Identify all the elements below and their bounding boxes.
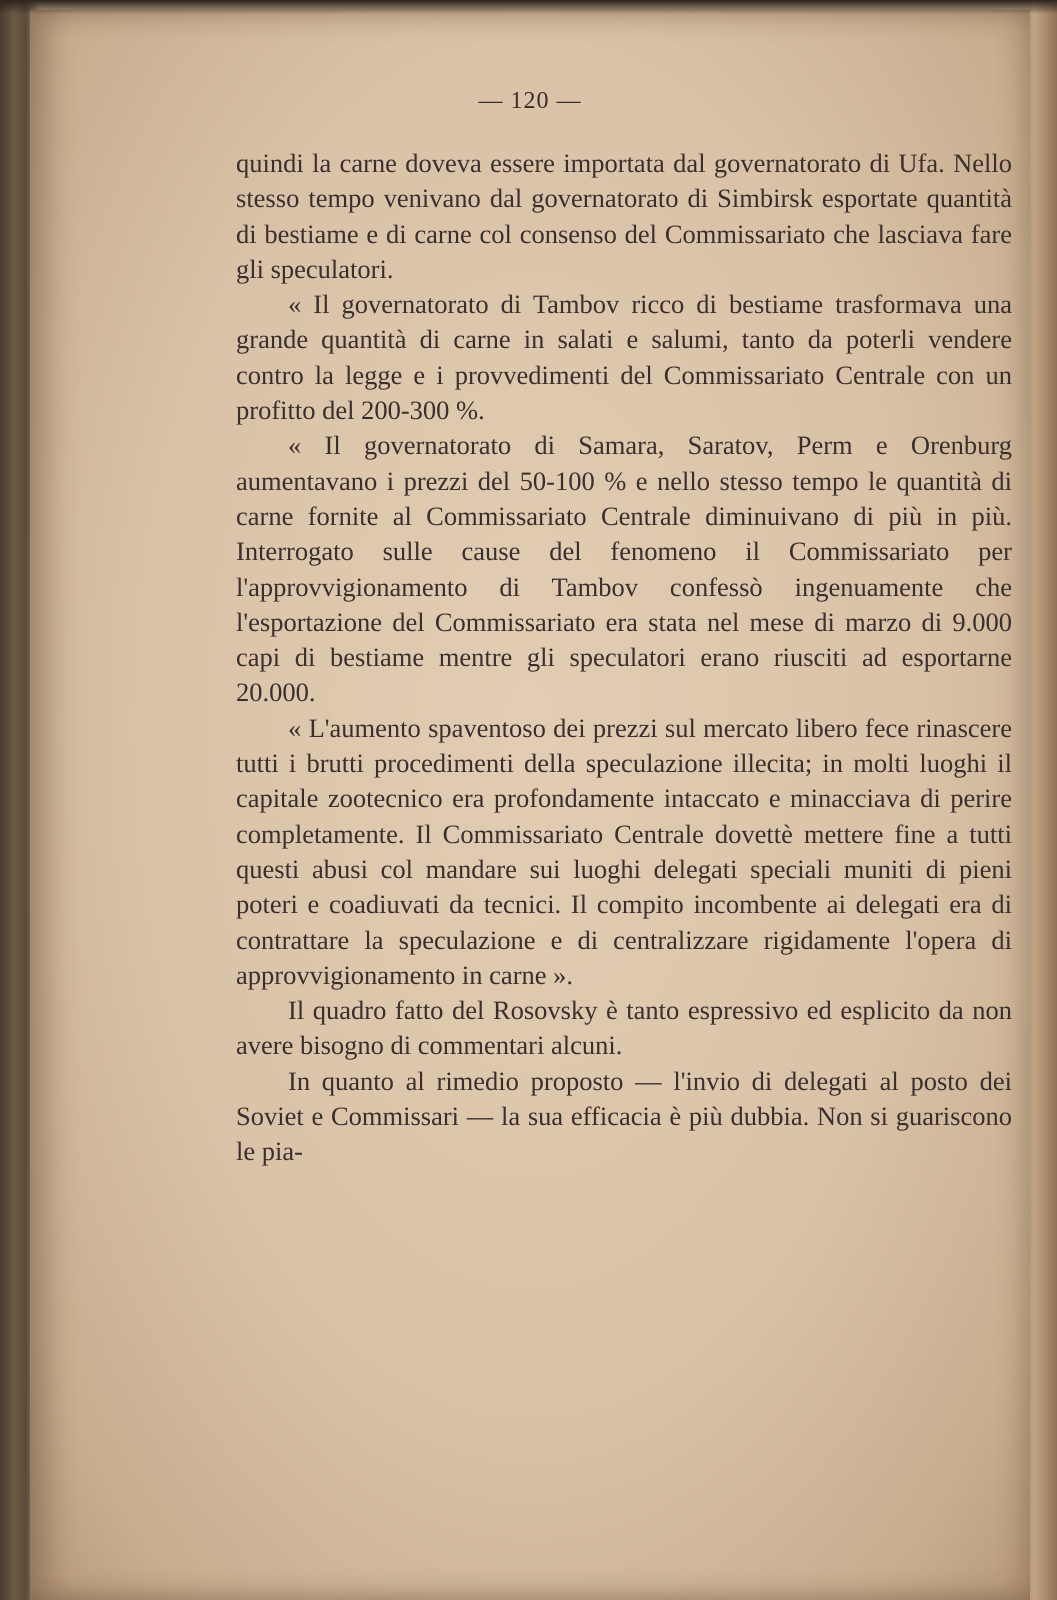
top-binding-shadow (0, 0, 1057, 14)
page-number: — 120 — (478, 88, 582, 114)
paragraph-4: « L'aumento spaventoso dei prezzi sul mercato libero fece rinascere tutti i brutti procedimenti della speculazione illecita; in molti luoghi il capitale zootecnico era profondamente intaccato e minacciava di perire completamente. Il Commissariato Centrale dovettè mettere fine a tutti questi abusi col mandare sui luoghi delegati speciali muniti di pieni poteri e coadiuvati da tecnici. Il compito incombente ai delegati era di contrattare la speculazione e di centralizzare rigidamente l'opera di approvvigionamento in carne ». (236, 712, 1012, 990)
book-page (30, 10, 1030, 1600)
paragraph-1: quindi la carne doveva essere importata dal governatorato di Ufa. Nello stesso tempo venivano dal governatorato di Simbirsk esportate quantità di bestiame e di carne col consenso del Commissariato che lasciava fare gli speculatori. (236, 148, 1012, 284)
paragraph-3: « Il governatorato di Samara, Saratov, Perm e Orenburg aumentavano i prezzi del 50-100 % e nello stesso tempo le quantità di carne fornite al Commissariato Centrale diminuivano di più in più. Interrogato sulle cause del fenomeno il Commissariato per l'approvvigionamento di Tambov confessò ingenuamente che l'esportazione del Commissariato era stata nel mese di marzo di 9.000 capi di bestiame mentre gli speculatori erano riusciti ad esportarne 20.000. (236, 430, 1012, 708)
paragraph-5: Il quadro fatto del Rosovsky è tanto espressivo ed esplicito da non avere bisogno di commentari alcuni. (236, 995, 1012, 1061)
body-text (236, 146, 1012, 1170)
paragraph-6: In quanto al rimedio proposto — l'invio di delegati al posto dei Soviet e Commissari — la sua efficacia è più dubbia. Non si guariscono le pia- (236, 1065, 1012, 1167)
page-edge (1033, 0, 1057, 1600)
paragraph-2: « Il governatorato di Tambov ricco di bestiame trasformava una grande quantità di carne in salati e salumi, tanto da poterli vendere contro la legge e i provvedimenti del Commissariato Centrale con un profitto del 200-300 %. (236, 289, 1012, 426)
